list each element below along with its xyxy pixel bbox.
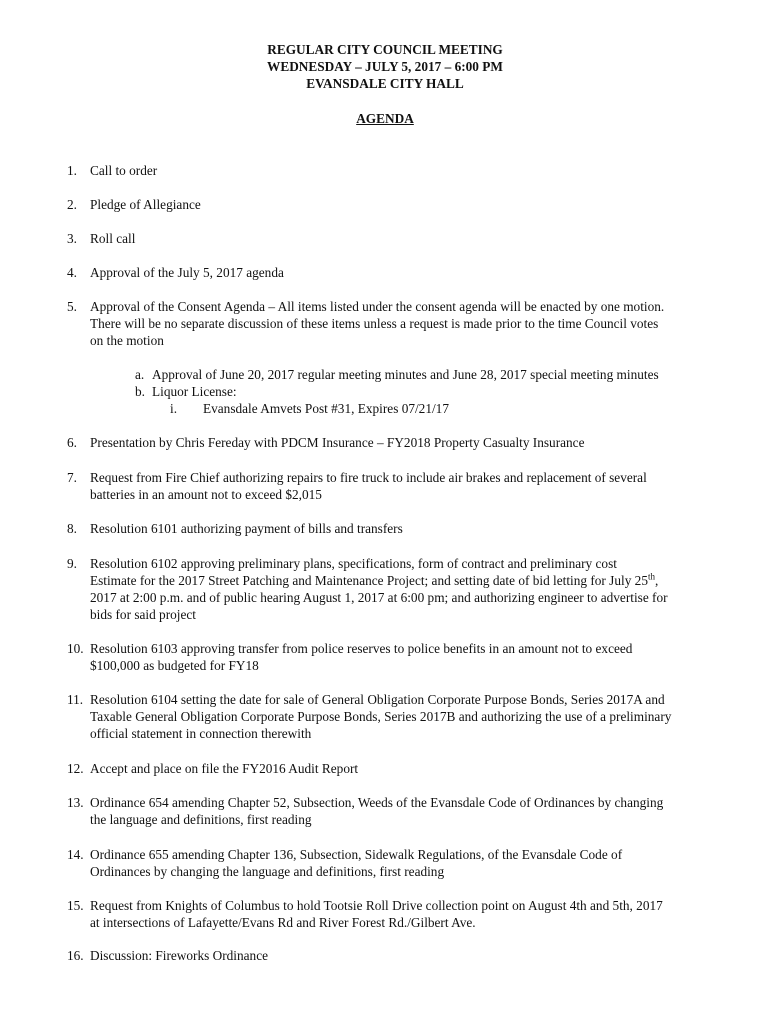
agenda-item-12 xyxy=(67,760,727,777)
agenda-item-13 xyxy=(67,794,727,828)
sub-item-text: Approval of June 20, 2017 regular meeting minutes and June 28, 2017 special meeting minutes xyxy=(152,367,659,382)
agenda-item-14 xyxy=(67,846,727,880)
item-text: Roll call xyxy=(90,231,136,246)
meeting-title: REGULAR CITY COUNCIL MEETING xyxy=(267,42,503,57)
item-number: 11. xyxy=(67,692,84,707)
consent-item-b xyxy=(135,383,725,400)
item-number: 14. xyxy=(67,847,84,862)
agenda-item-4 xyxy=(67,264,727,281)
item-text-line: official statement in connection therewith xyxy=(90,726,312,741)
item-text-line: Resolution 6103 approving transfer from police reserves to police benefits in an amount not to exceed xyxy=(90,641,633,656)
item-text: Presentation by Chris Fereday with PDCM Insurance – FY2018 Property Casualty Insurance xyxy=(90,435,585,450)
agenda-heading: AGENDA xyxy=(356,111,414,126)
item-text-line: batteries in an amount not to exceed $2,015 xyxy=(90,487,322,502)
item-number: 16. xyxy=(67,948,84,963)
item-text-line: Resolution 6104 setting the date for sale of General Obligation Corporate Purpose Bonds, Series 2017A and xyxy=(90,692,665,707)
item-text-line: Ordinance 654 amending Chapter 52, Subsection, Weeds of the Evansdale Code of Ordinances by changing xyxy=(90,795,664,810)
item-number: 8. xyxy=(67,521,77,536)
item-number: 7. xyxy=(67,470,77,485)
agenda-item-16 xyxy=(67,947,727,964)
sub-item-label: a. xyxy=(135,367,145,382)
agenda-item-9 xyxy=(67,555,727,623)
item-number: 5. xyxy=(67,299,77,314)
agenda-item-6 xyxy=(67,434,727,451)
item-text: Approval of the July 5, 2017 agenda xyxy=(90,265,284,280)
item-text-line: Request from Fire Chief authorizing repairs to fire truck to include air brakes and replacement of several xyxy=(90,470,647,485)
item-number: 9. xyxy=(67,556,77,571)
agenda-item-5 xyxy=(67,298,727,349)
agenda-item-11 xyxy=(67,691,727,742)
agenda-item-8 xyxy=(67,520,727,537)
sub-item-text: Liquor License: xyxy=(152,384,237,399)
meeting-header xyxy=(0,41,770,92)
sub-item-text: Evansdale Amvets Post #31, Expires 07/21/17 xyxy=(203,401,449,416)
item-text-line: Approval of the Consent Agenda – All items listed under the consent agenda will be enacted by one motion. xyxy=(90,299,665,314)
item-text-line: Ordinance 655 amending Chapter 136, Subsection, Sidewalk Regulations, of the Evansdale Code of xyxy=(90,847,623,862)
agenda-item-7 xyxy=(67,469,727,503)
item-number: 15. xyxy=(67,898,84,913)
item-number: 1. xyxy=(67,163,77,178)
item-text: Accept and place on file the FY2016 Audit Report xyxy=(90,761,359,776)
item-number: 4. xyxy=(67,265,77,280)
item-text: Discussion: Fireworks Ordinance xyxy=(90,948,269,963)
item-text-line: Taxable General Obligation Corporate Purpose Bonds, Series 2017B and authorizing the use of a preliminary xyxy=(90,709,672,724)
item-text-line: There will be no separate discussion of these items unless a request is made prior to the time Council votes xyxy=(90,316,659,331)
item-text-line: the language and definitions, first reading xyxy=(90,812,312,827)
item-number: 13. xyxy=(67,795,84,810)
consent-item-a xyxy=(135,366,725,383)
item-text: Call to order xyxy=(90,163,158,178)
item-text: Pledge of Allegiance xyxy=(90,197,201,212)
agenda-item-1 xyxy=(67,162,727,179)
item-text-line: bids for said project xyxy=(90,607,196,622)
item-text-line: Request from Knights of Columbus to hold Tootsie Roll Drive collection point on August 4th and 5th, 2017 xyxy=(90,898,663,913)
sub-item-label: i. xyxy=(170,401,178,416)
sub-item-label: b. xyxy=(135,384,145,399)
item-text-line: 2017 at 2:00 p.m. and of public hearing August 1, 2017 at 6:00 pm; and authorizing engineer to advertise for xyxy=(90,590,668,605)
agenda-item-15 xyxy=(67,897,727,931)
item-number: 10. xyxy=(67,641,84,656)
item-text-line: at intersections of Lafayette/Evans Rd and River Forest Rd./Gilbert Ave. xyxy=(90,915,476,930)
item-number: 12. xyxy=(67,761,84,776)
agenda-item-2 xyxy=(67,196,727,213)
meeting-date: WEDNESDAY – JULY 5, 2017 – 6:00 PM xyxy=(267,59,503,74)
item-text-line: Ordinances by changing the language and definitions, first reading xyxy=(90,864,445,879)
item-text-line: Estimate for the 2017 Street Patching and Maintenance Project; and setting date of bid letting for July 25th, xyxy=(90,571,659,588)
agenda-item-10 xyxy=(67,640,727,674)
meeting-location: EVANSDALE CITY HALL xyxy=(306,76,464,91)
item-text-line: $100,000 as budgeted for FY18 xyxy=(90,658,259,673)
item-number: 6. xyxy=(67,435,77,450)
item-text: Resolution 6101 authorizing payment of bills and transfers xyxy=(90,521,403,536)
agenda-item-3 xyxy=(67,230,727,247)
item-text-line: on the motion xyxy=(90,333,164,348)
item-number: 2. xyxy=(67,197,77,212)
item-text-line: Resolution 6102 approving preliminary plans, specifications, form of contract and preliminary cost xyxy=(90,556,617,571)
item-number: 3. xyxy=(67,231,77,246)
consent-item-b-i xyxy=(170,400,690,417)
